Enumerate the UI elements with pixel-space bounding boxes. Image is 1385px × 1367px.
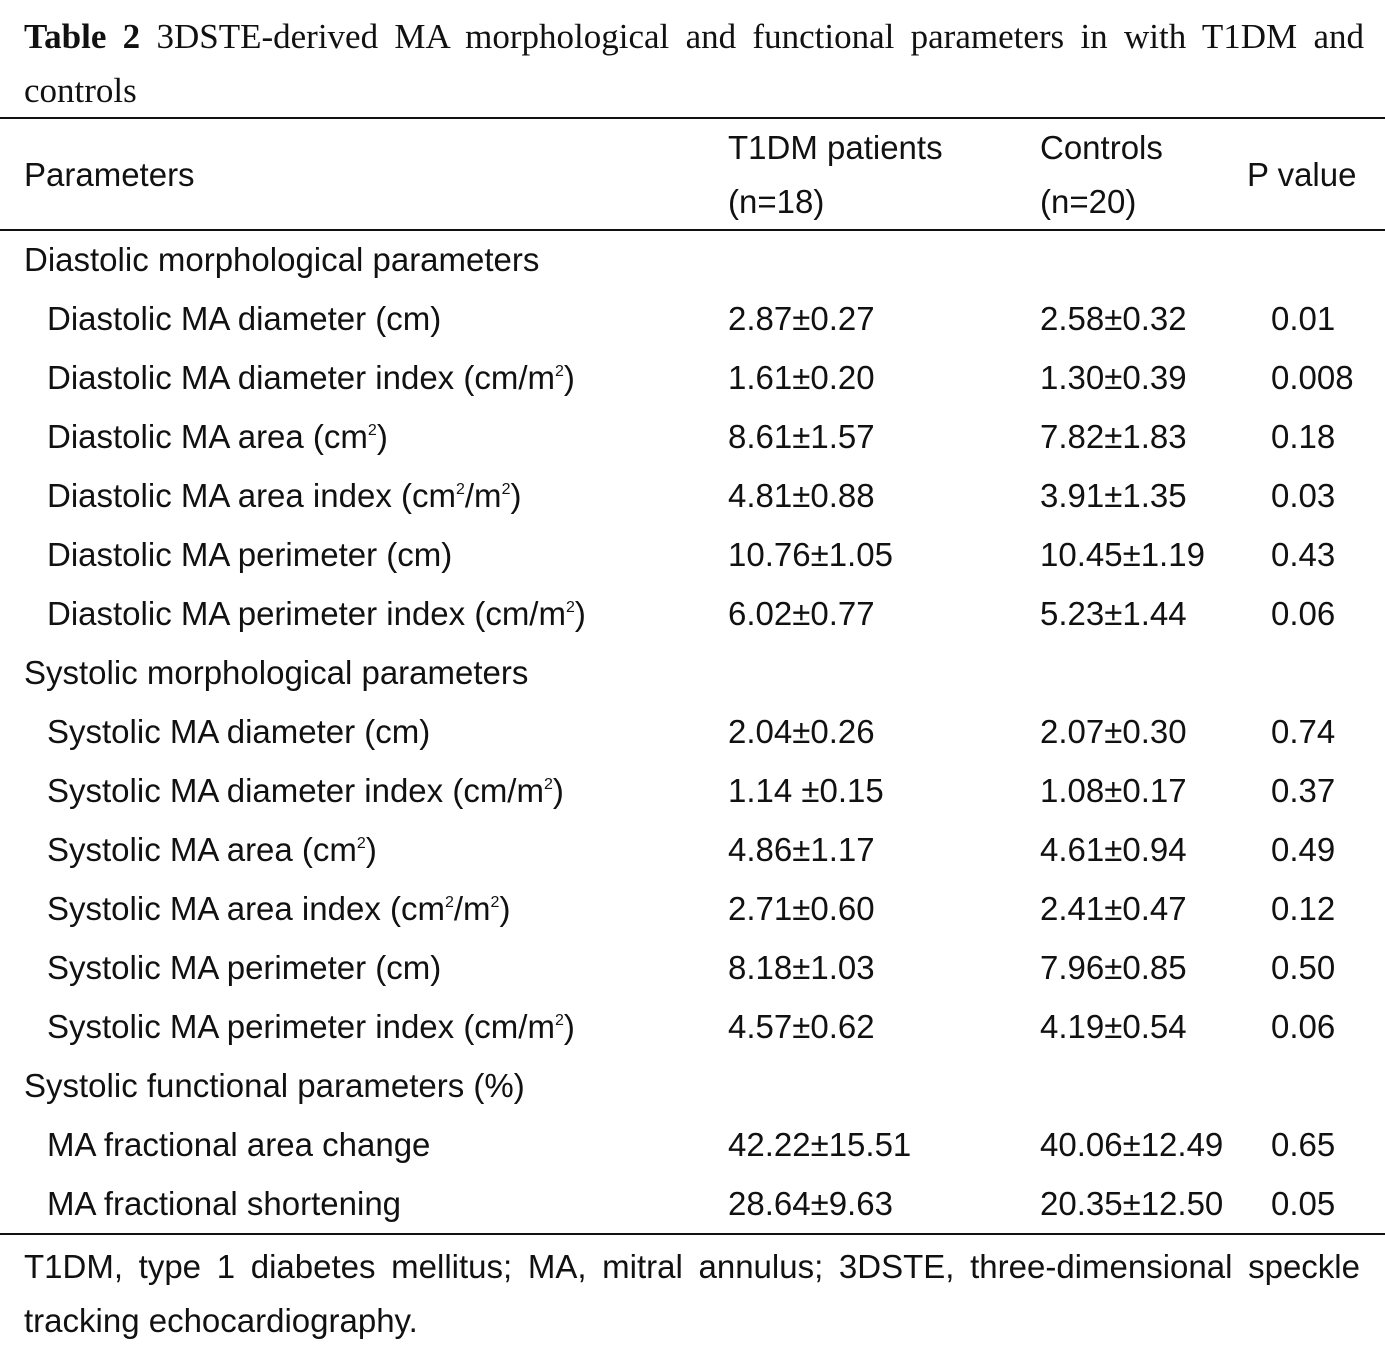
unit-superscript: 2: [501, 481, 511, 498]
parameter-label-text: ): [574, 595, 586, 632]
parameter-label-text: ): [365, 831, 377, 868]
header-p-value: P value: [1247, 156, 1357, 193]
unit-superscript: 2: [455, 481, 465, 498]
parameter-label-text: Systolic MA diameter index (cm/m: [47, 772, 544, 809]
parameter-label: [47, 299, 441, 339]
controls-value: 4.61±0.94: [1040, 831, 1187, 868]
parameter-label-text: Diastolic MA area index (cm: [47, 477, 456, 514]
p-value: 0.01: [1271, 300, 1336, 337]
header-t1dm-line1: T1DM patients: [728, 129, 943, 166]
table-title: 3DSTE-derived MA morphological and functional parameters in with T1DM and controls: [24, 17, 1364, 110]
controls-value: 2.07±0.30: [1040, 713, 1187, 750]
unit-superscript: 2: [367, 422, 377, 439]
p-value: 0.06: [1271, 1008, 1336, 1045]
parameter-label-text: Diastolic MA diameter index (cm/m: [47, 359, 555, 396]
parameter-label-text: ): [499, 890, 511, 927]
p-value: 0.65: [1271, 1126, 1336, 1163]
controls-value: 5.23±1.44: [1040, 595, 1187, 632]
unit-superscript: 2: [543, 776, 553, 793]
controls-value: 2.58±0.32: [1040, 300, 1187, 337]
parameter-label-text: Diastolic MA perimeter index (cm/m: [47, 595, 566, 632]
p-value: 0.12: [1271, 890, 1336, 927]
parameter-label: [47, 476, 521, 516]
parameter-label: [47, 948, 441, 988]
parameter-label-text: ): [552, 772, 564, 809]
t1dm-value: 1.14 ±0.15: [728, 772, 884, 809]
t1dm-value: 4.81±0.88: [728, 477, 875, 514]
t1dm-value: 6.02±0.77: [728, 595, 875, 632]
p-value: 0.18: [1271, 418, 1336, 455]
top-rule: [0, 117, 1385, 119]
parameter-label-text: Diastolic MA diameter (cm): [47, 300, 442, 337]
parameter-label: [47, 712, 430, 752]
bottom-rule: [0, 1233, 1385, 1235]
t1dm-value: 8.18±1.03: [728, 949, 875, 986]
p-value: 0.06: [1271, 595, 1336, 632]
parameter-label-text: Systolic MA diameter (cm): [47, 713, 431, 750]
t1dm-value: 4.86±1.17: [728, 831, 875, 868]
parameter-label: [47, 358, 575, 398]
t1dm-value: 28.64±9.63: [728, 1185, 893, 1222]
parameter-label: [47, 771, 564, 811]
t1dm-value: 4.57±0.62: [728, 1008, 875, 1045]
header-rule: [0, 229, 1385, 231]
controls-value: 1.30±0.39: [1040, 359, 1187, 396]
header-controls-line1: Controls: [1040, 129, 1163, 166]
parameter-label: [47, 417, 388, 457]
parameter-label: [47, 830, 377, 870]
unit-superscript: 2: [554, 363, 564, 380]
p-value: 0.74: [1271, 713, 1336, 750]
table-footnote: T1DM, type 1 diabetes mellitus; MA, mitral annulus; 3DSTE, three-dimensional speckle tracking echocardiography.: [24, 1248, 1360, 1339]
parameter-label-text: /m: [464, 477, 502, 514]
controls-value: 4.19±0.54: [1040, 1008, 1187, 1045]
header-parameters: Parameters: [24, 156, 195, 193]
controls-value: 7.96±0.85: [1040, 949, 1187, 986]
unit-superscript: 2: [356, 835, 366, 852]
t1dm-value: 2.71±0.60: [728, 890, 875, 927]
parameter-label-text: Diastolic MA perimeter (cm): [47, 536, 453, 573]
parameter-label-text: Systolic MA area index (cm: [47, 890, 445, 927]
section-header: Systolic functional parameters (%): [24, 1067, 525, 1104]
t1dm-value: 42.22±15.51: [728, 1126, 912, 1163]
p-value: 0.03: [1271, 477, 1336, 514]
p-value: 0.49: [1271, 831, 1336, 868]
t1dm-value: 2.87±0.27: [728, 300, 875, 337]
unit-superscript: 2: [444, 894, 454, 911]
controls-value: 3.91±1.35: [1040, 477, 1187, 514]
controls-value: 20.35±12.50: [1040, 1185, 1224, 1222]
parameter-label: [47, 1184, 401, 1224]
t1dm-value: 10.76±1.05: [728, 536, 893, 573]
section-header: Systolic morphological parameters: [24, 654, 529, 691]
parameter-label-text: ): [563, 1008, 575, 1045]
parameter-label: [47, 535, 452, 575]
parameter-label: [47, 1007, 575, 1047]
p-value: 0.008: [1271, 359, 1354, 396]
parameter-label-text: ): [563, 359, 575, 396]
t1dm-value: 1.61±0.20: [728, 359, 875, 396]
controls-value: 10.45±1.19: [1040, 536, 1205, 573]
header-controls-line2: (n=20): [1040, 183, 1137, 220]
parameter-label-text: ): [510, 477, 522, 514]
t1dm-value: 8.61±1.57: [728, 418, 875, 455]
t1dm-value: 2.04±0.26: [728, 713, 875, 750]
parameter-label-text: /m: [453, 890, 491, 927]
unit-superscript: 2: [565, 599, 575, 616]
p-value: 0.43: [1271, 536, 1336, 573]
unit-superscript: 2: [490, 894, 500, 911]
parameter-label: [47, 594, 586, 634]
parameter-label-text: Systolic MA area (cm: [47, 831, 357, 868]
controls-value: 40.06±12.49: [1040, 1126, 1224, 1163]
parameter-label-text: ): [376, 418, 388, 455]
header-t1dm-line2: (n=18): [728, 183, 825, 220]
table-label: Table 2: [24, 17, 141, 56]
p-value: 0.37: [1271, 772, 1336, 809]
parameter-label: [47, 889, 510, 929]
controls-value: 7.82±1.83: [1040, 418, 1187, 455]
parameter-label-text: MA fractional shortening: [47, 1185, 402, 1222]
parameter-label-text: Systolic MA perimeter (cm): [47, 949, 442, 986]
p-value: 0.05: [1271, 1185, 1336, 1222]
parameter-label-text: MA fractional area change: [47, 1126, 431, 1163]
table-caption: [24, 10, 1364, 118]
parameter-label-text: Diastolic MA area (cm: [47, 418, 368, 455]
p-value: 0.50: [1271, 949, 1336, 986]
section-header: Diastolic morphological parameters: [24, 241, 540, 278]
parameter-label-text: Systolic MA perimeter index (cm/m: [47, 1008, 555, 1045]
parameter-label: [47, 1125, 430, 1165]
controls-value: 1.08±0.17: [1040, 772, 1187, 809]
controls-value: 2.41±0.47: [1040, 890, 1187, 927]
unit-superscript: 2: [554, 1012, 564, 1029]
